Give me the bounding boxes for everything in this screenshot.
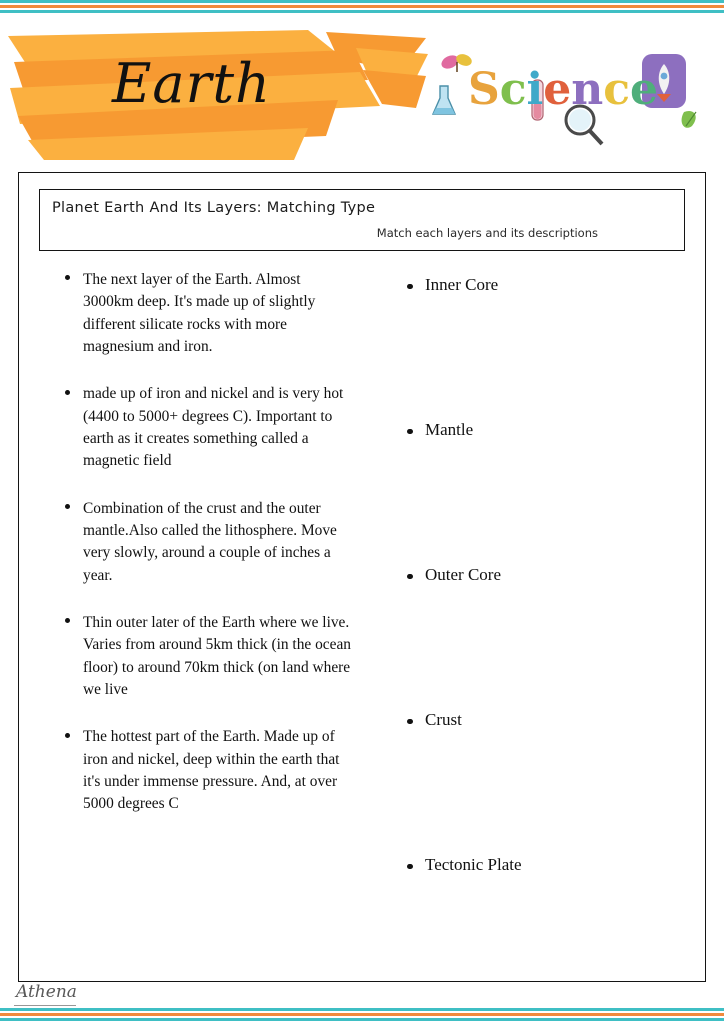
- border-line-orange-2: [0, 1013, 724, 1016]
- bullet-icon: [407, 719, 413, 725]
- description-text: The hottest part of the Earth. Made up of iron and nickel, deep within the earth that it's under immense pressure. And, at over 5000 degrees C: [83, 728, 340, 813]
- list-item[interactable]: [57, 726, 351, 815]
- list-item[interactable]: [57, 383, 351, 472]
- bullet-icon: [65, 733, 70, 738]
- worksheet-instructions: Match each layers and its descriptions: [376, 226, 598, 240]
- science-letter-4: e: [543, 64, 572, 115]
- bullet-icon: [65, 618, 70, 623]
- answer-text: Outer Core: [425, 565, 502, 584]
- bullet-icon: [407, 574, 413, 580]
- description-text: made up of iron and nickel and is very hot (4400 to 5000+ degrees C). Important to earth as it creates something called a magnetic field: [83, 385, 344, 470]
- worksheet-title-box: [39, 189, 685, 251]
- border-line-teal-4: [0, 1018, 724, 1021]
- science-letters: [428, 64, 698, 115]
- border-line-teal-2: [0, 10, 724, 13]
- page-header: [0, 18, 724, 163]
- list-item[interactable]: [57, 498, 351, 587]
- bullet-icon: [407, 864, 413, 870]
- science-letter-2: c: [499, 64, 527, 115]
- answer-text: Mantle: [425, 420, 474, 439]
- list-item[interactable]: [399, 565, 501, 585]
- bullet-icon: [65, 390, 70, 395]
- worksheet-frame: [18, 172, 706, 982]
- page-border-top: [0, 0, 724, 16]
- page-border-bottom: [0, 1006, 724, 1024]
- bullet-icon: [407, 429, 413, 435]
- answer-text: Inner Core: [425, 275, 499, 294]
- bullet-icon: [65, 275, 70, 280]
- border-line-orange-1: [0, 5, 724, 8]
- list-item[interactable]: [57, 269, 351, 358]
- list-item[interactable]: [57, 612, 351, 701]
- page-title: Earth: [112, 52, 271, 115]
- list-item[interactable]: [399, 275, 498, 295]
- description-text: The next layer of the Earth. Almost 3000km deep. It's made up of slightly different silicate rocks with more magnesium and iron.: [83, 271, 316, 355]
- science-letter-7: e: [630, 64, 659, 115]
- descriptions-column: [57, 269, 357, 841]
- description-text: Thin outer later of the Earth where we live. Varies from around 5km thick (in the ocean floor) to around 70km thick (on land where we live: [83, 613, 351, 698]
- science-letter-3: i: [526, 64, 544, 115]
- worksheet-title: Planet Earth And Its Layers: Matching Type: [52, 200, 376, 216]
- science-letter-1: S: [467, 64, 500, 115]
- border-line-teal-3: [0, 1008, 724, 1011]
- list-item[interactable]: [399, 855, 522, 875]
- matching-columns: [19, 269, 707, 969]
- bullet-icon: [407, 284, 413, 290]
- signature: Athena: [16, 982, 77, 1002]
- border-line-teal-1: [0, 0, 724, 3]
- list-item[interactable]: [399, 710, 462, 730]
- description-text: Combination of the crust and the outer mantle.Also called the lithosphere. Move very slowly, around a couple of inches a year.: [83, 499, 337, 584]
- science-wordart: [428, 46, 698, 156]
- science-letter-5: n: [571, 64, 604, 115]
- answer-text: Crust: [425, 710, 462, 729]
- answer-text: Tectonic Plate: [425, 855, 522, 874]
- science-letter-6: c: [603, 64, 631, 115]
- bullet-icon: [65, 504, 70, 509]
- list-item[interactable]: [399, 420, 473, 440]
- descriptions-list: [57, 269, 357, 816]
